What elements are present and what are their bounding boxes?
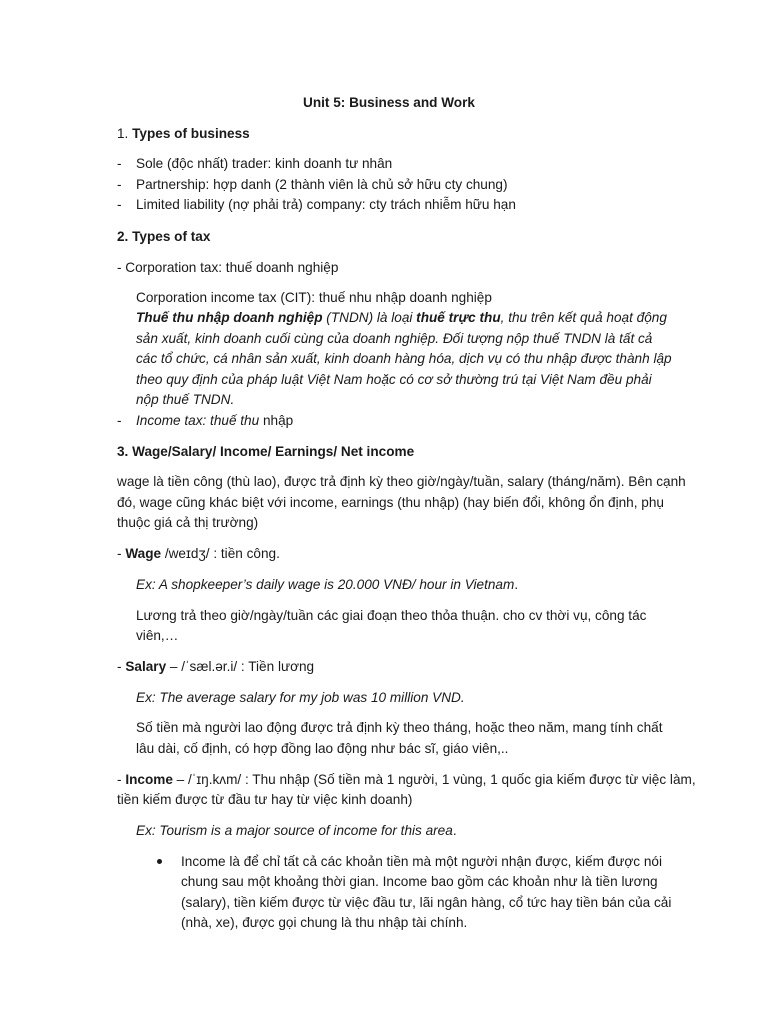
cit-paragraph-line: sản xuất, kinh doanh cuối cùng của doanh nghiệp. Đối tượng nộp thuế TNDN là tất cả bbox=[136, 331, 653, 346]
section-1-number: 1. bbox=[117, 126, 133, 141]
wage-term: Wage bbox=[125, 546, 162, 561]
cit-paragraph-line: nộp thuế TNDN. bbox=[136, 392, 235, 407]
income-entry bbox=[117, 770, 696, 790]
wage-note-line: viên,… bbox=[136, 628, 179, 643]
wage-entry bbox=[117, 544, 280, 564]
intro-line: wage là tiền công (thù lao), được trả định kỳ theo giờ/ngày/tuần, salary (tháng/năm). Bên cạnh bbox=[117, 474, 686, 489]
list-item: Partnership: hợp danh (2 thành viên là chủ sở hữu cty chung) bbox=[136, 177, 508, 192]
direct-tax-term: thuế trực thu bbox=[416, 310, 501, 325]
salary-entry bbox=[117, 657, 314, 677]
wage-example-text: Ex: A shopkeeper’s daily wage is 20.000 VNĐ/ hour in Vietnam bbox=[136, 577, 515, 592]
intro-line: thuộc giá cả thị trường) bbox=[117, 515, 259, 530]
wage-example-end: . bbox=[514, 577, 519, 592]
cit-paragraph-line bbox=[136, 308, 667, 328]
corporation-tax-line: - Corporation tax: thuế doanh nghiệp bbox=[117, 260, 339, 275]
entry-prefix: - bbox=[117, 772, 126, 787]
income-definition-line: tiền kiếm được từ đầu tư hay từ việc kinh doanh) bbox=[117, 792, 413, 807]
income-term: Income bbox=[125, 772, 173, 787]
cit-paragraph-line: các tổ chức, cá nhân sản xuất, kinh doanh hàng hóa, dịch vụ có thu nhập được thành lập bbox=[136, 351, 672, 366]
salary-example: Ex: The average salary for my job was 10 million VND. bbox=[136, 690, 465, 705]
salary-note-line: Số tiền mà người lao động được trả định kỳ theo tháng, hoặc theo năm, mang tính chất bbox=[136, 720, 663, 735]
list-dash: - bbox=[117, 413, 122, 428]
list-dash: - bbox=[117, 156, 122, 171]
list-dash: - bbox=[117, 177, 122, 192]
income-example-end: . bbox=[452, 823, 457, 838]
cit-line: Corporation income tax (CIT): thuế nhu nhập doanh nghiệp bbox=[136, 290, 492, 305]
income-bullet-line: (nhà, xe), được gọi chung là thu nhập tài chính. bbox=[181, 915, 468, 930]
salary-note-line: lâu dài, cố định, có hợp đồng lao động như bác sĩ, giáo viên,.. bbox=[136, 741, 509, 756]
income-bullet-line: chung sau một khoảng thời gian. Income bao gồm các khoản như là tiền lương bbox=[181, 874, 658, 889]
bullet-icon bbox=[157, 859, 162, 864]
income-tax-rest: nhập bbox=[259, 413, 294, 428]
section-1-heading bbox=[117, 124, 250, 144]
list-dash: - bbox=[117, 197, 122, 212]
income-definition: – /ˈɪŋ.kʌm/ : Thu nhập (Số tiền mà 1 người, 1 vùng, 1 quốc gia kiếm được từ việc làm, bbox=[172, 772, 696, 787]
entry-prefix: - bbox=[117, 659, 126, 674]
cit-paragraph-line: theo quy định của pháp luật Việt Nam hoặc có cơ sở thường trú tại Việt Nam đều phải bbox=[136, 372, 652, 387]
income-bullet-line: Income là để chỉ tất cả các khoản tiền mà một người nhận được, kiếm được nói bbox=[181, 854, 662, 869]
list-item: Limited liability (nợ phải trả) company: cty trách nhiễm hữu hạn bbox=[136, 197, 516, 212]
page-title: Unit 5: Business and Work bbox=[303, 95, 475, 110]
wage-example bbox=[136, 575, 518, 595]
income-tax-line bbox=[136, 411, 293, 431]
income-example bbox=[136, 821, 457, 841]
cit-bold-term: Thuế thu nhập doanh nghiệp bbox=[136, 310, 323, 325]
section-3-heading: 3. Wage/Salary/ Income/ Earnings/ Net income bbox=[117, 444, 415, 459]
section-2-heading: 2. Types of tax bbox=[117, 229, 211, 244]
salary-definition: – /ˈsæl.ər.i/ : Tiền lương bbox=[166, 659, 315, 674]
section-1-title: Types of business bbox=[132, 126, 250, 141]
intro-line: đó, wage cũng khác biệt với income, earnings (thu nhập) (hay biến đổi, không ổn định, phụ bbox=[117, 495, 664, 510]
wage-definition: /weɪdʒ/ : tiền công. bbox=[161, 546, 280, 561]
list-item: Sole (độc nhất) trader: kinh doanh tư nhân bbox=[136, 156, 393, 171]
cit-text: , thu trên kết quả hoạt động bbox=[500, 310, 667, 325]
salary-term: Salary bbox=[125, 659, 167, 674]
cit-text: (TNDN) là loại bbox=[322, 310, 417, 325]
wage-note-line: Lương trả theo giờ/ngày/tuần các giai đoạn theo thỏa thuận. cho cv thời vụ, công tác bbox=[136, 608, 647, 623]
entry-prefix: - bbox=[117, 546, 126, 561]
income-bullet-line: (salary), tiền kiếm được từ việc đầu tư, lãi ngân hàng, cổ tức hay tiền bán của cải bbox=[181, 895, 672, 910]
income-tax-italic: Income tax: thuế thu bbox=[136, 413, 260, 428]
income-example-text: Ex: Tourism is a major source of income for this area bbox=[136, 823, 453, 838]
